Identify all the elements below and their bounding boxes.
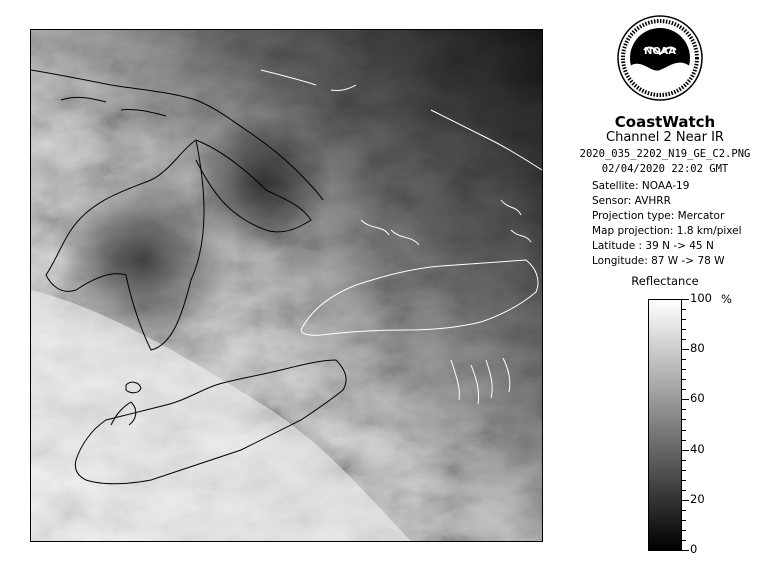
map-projection-info: Map projection: 1.8 km/pixel xyxy=(592,225,742,237)
projection-type-info: Projection type: Mercator xyxy=(592,210,725,222)
colorbar-tick-label: 100 xyxy=(690,291,712,305)
colorbar-major-tick xyxy=(682,550,689,551)
colorbar-minor-tick xyxy=(682,470,686,471)
colorbar-minor-tick xyxy=(682,339,686,340)
satellite-image-canvas xyxy=(31,30,542,541)
acquisition-datetime: 02/04/2020 22:02 GMT xyxy=(601,163,729,175)
colorbar-minor-tick xyxy=(682,530,686,531)
colorbar-minor-tick xyxy=(682,379,686,380)
colorbar-tick-label: 80 xyxy=(690,341,705,356)
colorbar-minor-tick xyxy=(682,440,686,441)
colorbar-major-tick xyxy=(682,349,689,350)
latitude-info: Latitude : 39 N -> 45 N xyxy=(592,240,714,252)
colorbar-tick-label: 20 xyxy=(690,491,705,506)
colorbar-minor-tick xyxy=(682,309,686,310)
colorbar-minor-tick xyxy=(682,480,686,481)
colorbar-minor-tick xyxy=(682,419,686,420)
satellite-image xyxy=(30,29,543,542)
sensor-info: Sensor: AVHRR xyxy=(592,195,671,207)
channel-label: Channel 2 Near IR xyxy=(606,130,724,145)
colorbar-minor-tick xyxy=(682,369,686,370)
colorbar-tick-label: 40 xyxy=(690,441,705,456)
colorbar-minor-tick xyxy=(682,430,686,431)
colorbar-major-tick xyxy=(682,450,689,451)
colorbar-minor-tick xyxy=(682,389,686,390)
longitude-info: Longitude: 87 W -> 78 W xyxy=(592,255,725,267)
colorbar-label: Reflectance xyxy=(631,274,699,288)
colorbar-tick-label: 60 xyxy=(690,391,705,406)
colorbar-major-tick xyxy=(682,500,689,501)
satellite-info: Satellite: NOAA-19 xyxy=(592,180,690,192)
colorbar-minor-tick xyxy=(682,359,686,360)
file-name: 2020_035_2202_N19_GE_C2.PNG xyxy=(579,148,751,160)
colorbar-major-tick xyxy=(682,299,689,300)
colorbar-unit: % xyxy=(721,292,732,306)
svg-text:NOAA: NOAA xyxy=(643,46,677,57)
colorbar-minor-tick xyxy=(682,540,686,541)
colorbar-minor-tick xyxy=(682,510,686,511)
colorbar-minor-tick xyxy=(682,329,686,330)
colorbar-minor-tick xyxy=(682,319,686,320)
app-title: CoastWatch xyxy=(614,113,716,131)
colorbar-minor-tick xyxy=(682,409,686,410)
noaa-logo xyxy=(616,14,704,102)
colorbar-minor-tick xyxy=(682,490,686,491)
reflectance-colorbar xyxy=(648,299,682,551)
colorbar-major-tick xyxy=(682,399,689,400)
colorbar-tick-label: 0 xyxy=(690,542,698,556)
colorbar-minor-tick xyxy=(682,460,686,461)
colorbar-minor-tick xyxy=(682,520,686,521)
